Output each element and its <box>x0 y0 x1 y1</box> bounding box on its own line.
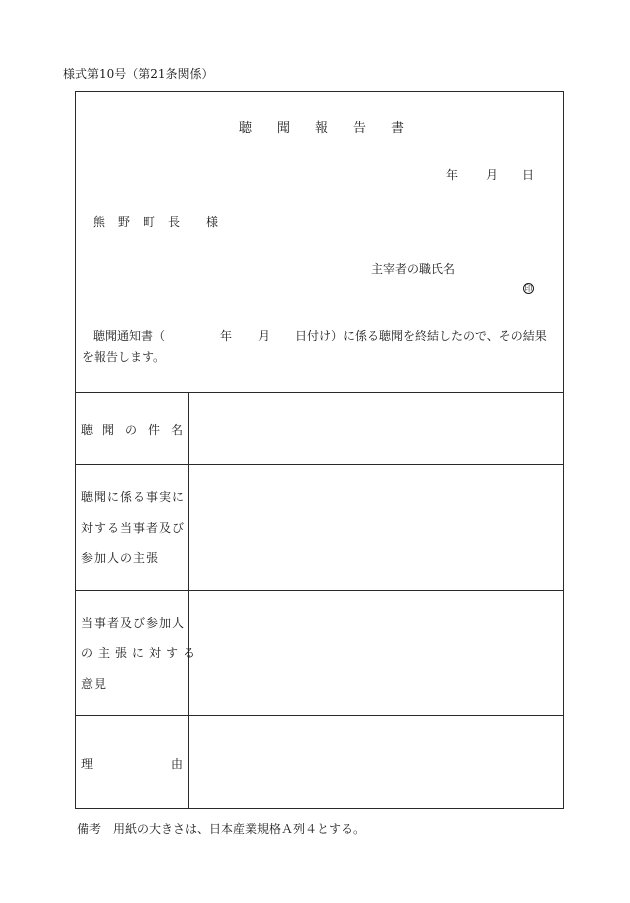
body-line-1a: 聴聞通知書（ <box>93 329 166 343</box>
row-label-opinion-line: 意見 <box>81 677 108 691</box>
row-label-opinion-line: の主張に対する <box>81 646 201 660</box>
row-divider <box>75 392 564 393</box>
title-char: 聴 <box>239 121 253 136</box>
date-day: 日 <box>522 168 535 182</box>
organizer-label: 主宰者の職氏名 <box>371 262 456 276</box>
addressee-char: 熊 <box>93 215 106 229</box>
label-char: 件 <box>148 423 161 437</box>
addressee-char: 様 <box>206 215 219 229</box>
row-label-opinion-line: 当事者及び参加人 <box>81 616 186 630</box>
body-line-1b: 日付け）に係る聴聞を終結したので、その結果 <box>295 329 547 343</box>
title-char: 書 <box>391 121 405 136</box>
body-line-2: を報告します。 <box>82 350 166 364</box>
label-char: 由 <box>171 757 184 771</box>
row-value-subject[interactable] <box>190 394 562 463</box>
label-char: 名 <box>171 423 184 437</box>
addressee-char: 長 <box>168 215 181 229</box>
row-value-claims[interactable] <box>190 466 562 589</box>
title-char: 告 <box>353 121 367 136</box>
row-divider <box>75 464 564 465</box>
label-char: の <box>125 423 138 437</box>
addressee-char: 町 <box>143 215 156 229</box>
seal-mark: 印 <box>524 284 533 293</box>
title-char: 報 <box>315 121 329 136</box>
column-divider <box>188 392 189 809</box>
addressee-char: 野 <box>118 215 131 229</box>
row-label-claims-line: 対する当事者及び <box>81 521 186 535</box>
date-year: 年 <box>446 168 459 182</box>
footnote: 備考 用紙の大きさは、日本産業規格Ａ列４とする。 <box>77 822 366 836</box>
body-line-1-year: 年 <box>220 329 233 343</box>
label-char: 聞 <box>102 423 115 437</box>
title-char: 聞 <box>277 121 291 136</box>
label-char: 理 <box>81 757 94 771</box>
row-divider <box>75 590 564 591</box>
form-number: 様式第10号（第21条関係） <box>63 67 214 81</box>
row-divider <box>75 715 564 716</box>
row-label-claims-line: 参加人の主張 <box>81 551 160 565</box>
row-value-opinion[interactable] <box>190 592 562 714</box>
row-label-claims-line: 聴聞に係る事実に <box>81 490 186 504</box>
date-month: 月 <box>486 168 499 182</box>
label-char: 聴 <box>81 423 94 437</box>
body-line-1-month: 月 <box>258 329 271 343</box>
row-value-reason[interactable] <box>190 717 562 808</box>
